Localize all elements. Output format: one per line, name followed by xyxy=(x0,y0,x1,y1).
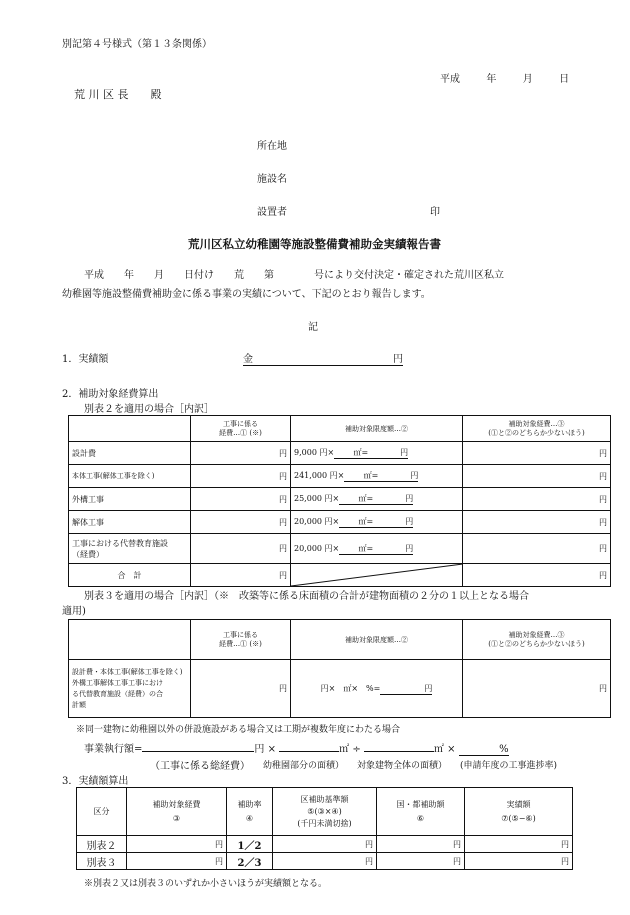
kindergarten-area-field[interactable] xyxy=(279,751,339,752)
t4-header-kubun: 区分 xyxy=(77,788,127,836)
t2-item: 解体工事 xyxy=(69,511,191,534)
date-era: 平成 xyxy=(440,74,460,85)
ki-label: 記 xyxy=(308,322,318,333)
facility-label: 施設名 xyxy=(257,174,287,185)
t4-actual-yen[interactable]: 円 xyxy=(465,853,573,870)
t4-national-yen[interactable]: 円 xyxy=(377,853,465,870)
section3-footnote: ※別表２又は別表３のいずれか小さいほうが実績額となる。 xyxy=(84,879,328,889)
date-month: 月 xyxy=(522,74,533,85)
t3-header-item xyxy=(69,620,191,660)
table2-caption: 別表２を適用の場合［内訳］ xyxy=(84,404,214,415)
t2-eligible-yen[interactable]: 円 xyxy=(463,465,611,488)
formula-sqm1: ㎡ ÷ xyxy=(339,744,361,755)
section2-label: 2．補助対象経費算出 xyxy=(62,389,159,400)
table-row xyxy=(69,511,611,534)
t2-cost-yen[interactable]: 円 xyxy=(191,465,291,488)
intro-line-2: 幼稚園等施設整備費補助金に係る事業の実績について、下記のとおり報告します。 xyxy=(62,289,431,300)
seal-mark: 印 xyxy=(430,207,440,218)
intro-line-1: 平成 年 月 日付け 荒 第 号により交付決定・確定された荒川区私立 xyxy=(84,270,504,281)
t2-limit-cell[interactable]: 9,000 円× ㎡= 円 xyxy=(291,442,463,465)
formula-label: 事業執行額= xyxy=(84,744,143,755)
t4-base-yen[interactable]: 円 xyxy=(273,853,377,870)
mixed-use-note: ※同一建物に幼稚園以外の併設施設がある場合又は工期が複数年度にわたる場合 xyxy=(76,725,401,735)
t3-header-eligible: 補助対象経費…③ (①と②のどちらか少ないほう) xyxy=(463,620,611,660)
t3-cost-yen[interactable]: 円 xyxy=(191,660,291,718)
t2-item: 設計費 xyxy=(69,442,191,465)
t4-rate: 1／2 xyxy=(227,836,273,853)
t2-eligible-yen[interactable]: 円 xyxy=(463,488,611,511)
formula-label-4: (申請年度の工事進捗率) xyxy=(460,761,558,771)
t2-eligible-yen[interactable]: 円 xyxy=(463,534,611,564)
t3-eligible-yen[interactable]: 円 xyxy=(463,660,611,718)
formula-sqm2: ㎡ × xyxy=(433,744,456,755)
t2-limit-cell[interactable]: 20,000 円× ㎡= 円 xyxy=(291,534,463,564)
t2-cost-yen[interactable]: 円 xyxy=(191,534,291,564)
t2-cost-yen[interactable]: 円 xyxy=(191,488,291,511)
t4-kubun: 別表３ xyxy=(77,853,127,870)
t4-header-national: 国・都補助額 ⑥ xyxy=(377,788,465,836)
t2-header-item xyxy=(69,416,191,442)
form-id: 別記第４号様式（第１３条関係） xyxy=(62,39,212,50)
table2 xyxy=(68,415,611,587)
table3 xyxy=(68,619,611,718)
founder-label: 設置者 xyxy=(257,207,287,218)
actual-amount-field[interactable] xyxy=(243,350,403,366)
t4-target-yen[interactable]: 円 xyxy=(127,836,227,853)
formula-label-3: 対象建物全体の面積） xyxy=(357,761,448,771)
table-row xyxy=(77,853,573,870)
t4-base-yen[interactable]: 円 xyxy=(273,836,377,853)
date-year: 年 xyxy=(486,74,497,85)
addressee: 荒 川 区 長 殿 xyxy=(74,88,162,101)
formula-label-2: 幼稚園部分の面積） xyxy=(263,761,345,771)
section3-label: 3．実績額算出 xyxy=(62,776,129,787)
diagonal-line xyxy=(291,564,463,586)
t2-total-yen[interactable]: 円 xyxy=(191,564,291,587)
table-row xyxy=(69,534,611,564)
formula-label-1: （工事に係る総経費） xyxy=(150,761,250,772)
t2-cost-yen[interactable]: 円 xyxy=(191,511,291,534)
t4-national-yen[interactable]: 円 xyxy=(377,836,465,853)
table-row xyxy=(69,488,611,511)
t2-total-label: 合 計 xyxy=(69,564,191,587)
total-cost-field[interactable] xyxy=(142,751,254,752)
formula-yen: 円 × xyxy=(254,744,276,755)
table3-caption: 別表３を適用の場合［内訳］（※ 改築等に係る床面積の合計が建物面積の２分の１以上となる場合 xyxy=(84,591,529,602)
t2-total-eligible-yen[interactable]: 円 xyxy=(463,564,611,587)
t4-header-actual: 実績額 ⑦(⑤−⑥) xyxy=(465,788,573,836)
progress-rate-field[interactable]: % xyxy=(459,744,509,756)
t2-item: 本体工事(解体工事を除く) xyxy=(69,465,191,488)
table-row xyxy=(77,836,573,853)
table-row xyxy=(69,442,611,465)
t2-item: 工事における代替教育施設 （経費） xyxy=(69,534,191,564)
t2-eligible-yen[interactable]: 円 xyxy=(463,511,611,534)
t2-header-eligible: 補助対象経費…③ (①と②のどちらか少ないほう) xyxy=(463,416,611,442)
t2-cost-yen[interactable]: 円 xyxy=(191,442,291,465)
t2-total-limit-diagonal xyxy=(291,564,463,587)
t3-header-cost: 工事に係る 経費…① (※) xyxy=(191,620,291,660)
address-label: 所在地 xyxy=(257,141,287,152)
date-line xyxy=(440,70,569,85)
building-area-field[interactable] xyxy=(364,751,434,752)
t4-header-base: 区補助基準額 ⑤(③×④) (千円未満切捨) xyxy=(273,788,377,836)
t4-actual-yen[interactable]: 円 xyxy=(465,836,573,853)
t2-item: 外構工事 xyxy=(69,488,191,511)
t4-header-target: 補助対象経費 ③ xyxy=(127,788,227,836)
t2-header-cost: 工事に係る 経費…① (※) xyxy=(191,416,291,442)
t2-limit-cell[interactable]: 20,000 円× ㎡= 円 xyxy=(291,511,463,534)
kin-label: 金 xyxy=(243,354,253,365)
execution-formula xyxy=(84,740,509,756)
t2-header-limit: 補助対象限度額…② xyxy=(291,416,463,442)
t3-limit-cell[interactable]: 円× ㎡× %= 円 xyxy=(291,660,463,718)
table3-caption-2: 適用) xyxy=(62,606,86,617)
t2-limit-cell[interactable]: 25,000 円× ㎡= 円 xyxy=(291,488,463,511)
yen-label: 円 xyxy=(393,354,403,365)
t4-rate: 2／3 xyxy=(227,853,273,870)
t3-item: 設計費・本体工事(解体工事を除く) 外構工事解体工事工事におけ る代替教育施設（経費）の合 計額 xyxy=(69,660,191,718)
t3-header-limit: 補助対象限度額…② xyxy=(291,620,463,660)
t2-limit-cell[interactable]: 241,000 円× ㎡= 円 xyxy=(291,465,463,488)
table-row xyxy=(69,465,611,488)
table-row-total xyxy=(69,564,611,587)
date-day: 日 xyxy=(559,74,570,85)
section1-label: 1．実績額 xyxy=(62,354,109,365)
t4-header-rate: 補助率 ④ xyxy=(227,788,273,836)
doc-title: 荒川区私立幼稚園等施設整備費補助金実績報告書 xyxy=(188,237,441,251)
t2-eligible-yen[interactable]: 円 xyxy=(463,442,611,465)
table-row xyxy=(69,660,611,718)
table-actual xyxy=(76,787,573,870)
t4-target-yen[interactable]: 円 xyxy=(127,853,227,870)
t4-kubun: 別表２ xyxy=(77,836,127,853)
